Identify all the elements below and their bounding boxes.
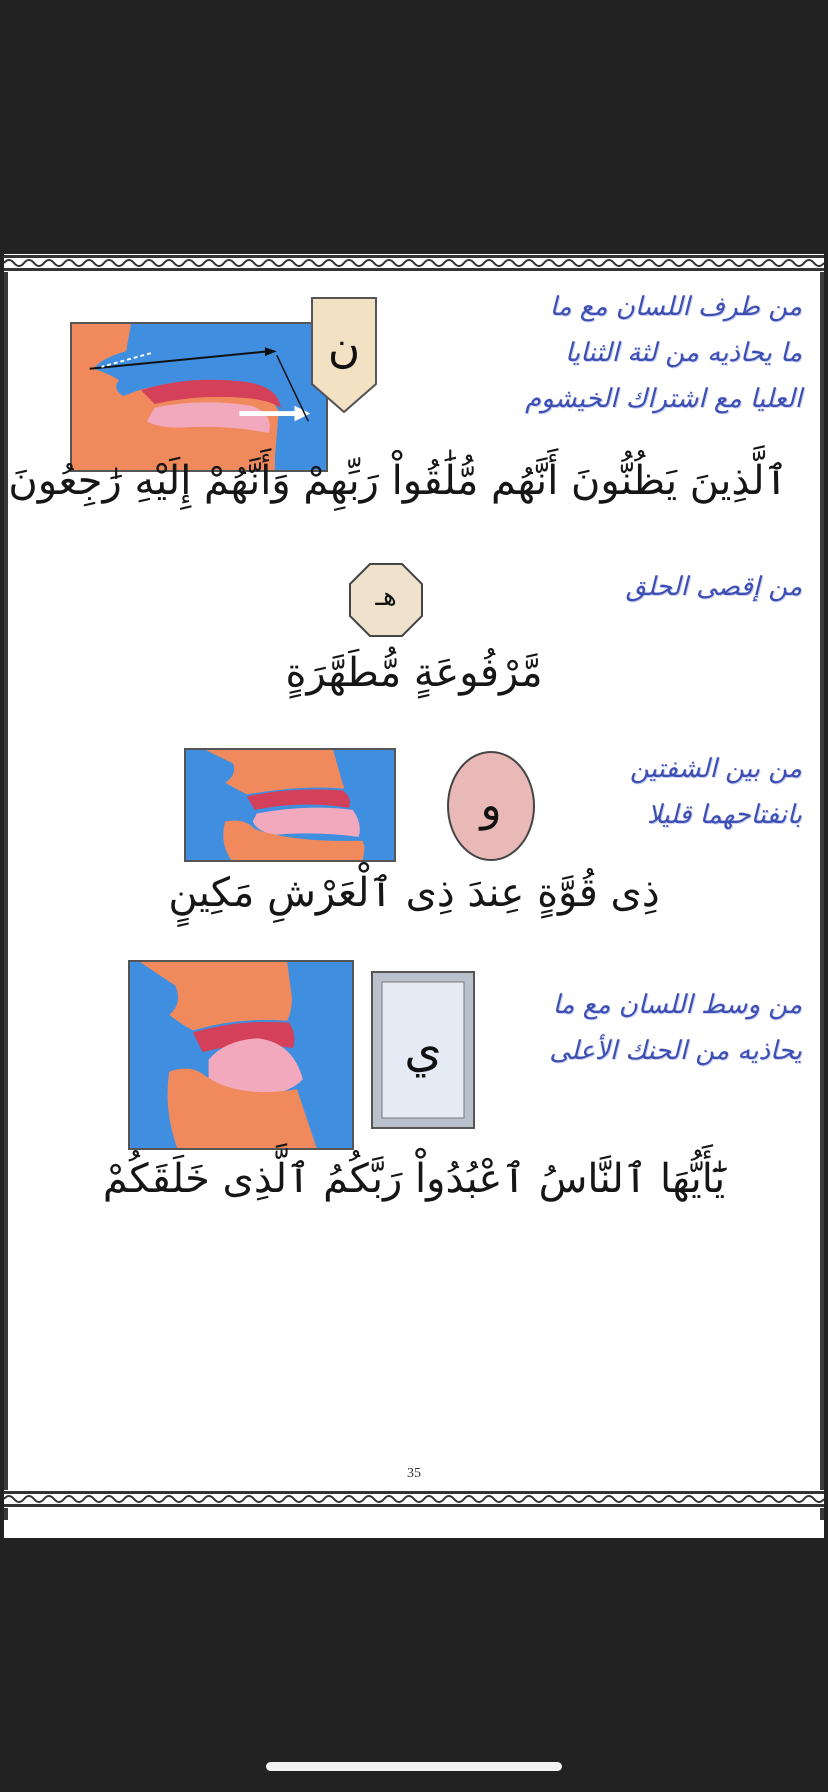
page-number: 35 [407, 1466, 421, 1481]
letter-ya: ي [404, 1022, 442, 1078]
decorative-border-top [4, 254, 824, 272]
letter-ha: هـ [375, 582, 397, 612]
border-left [4, 272, 8, 1520]
home-indicator[interactable] [266, 1762, 562, 1771]
instruction-ya-1: من وسط اللسان مع ما [552, 990, 802, 1020]
letter-badge-noon [310, 296, 378, 416]
instruction-ha-1: من إقصى الحلق [625, 572, 802, 602]
border-right [820, 272, 824, 1520]
mouth-diagram-waw [184, 748, 396, 862]
verse-noon: ٱلَّذِينَ يَظُنُّونَ أَنَّهُم مُّلَٰقُواْ رَبِّهِمْ وَأَنَّهُمْ إِلَيْهِ رَٰجِعُونَ [8, 458, 788, 504]
instruction-waw-2: بانفتاحهما قليلا [647, 800, 802, 830]
instruction-noon-1: من طرف اللسان مع ما [549, 292, 802, 322]
instruction-noon-3: العليا مع اشتراك الخيشوم [525, 384, 802, 414]
letter-noon: ن [327, 322, 361, 373]
verse-ha: مَّرْفُوعَةٍ مُّطَهَّرَةٍ [285, 650, 543, 696]
instruction-noon-2: ما يحاذيه من لثة الثنايا [565, 338, 802, 368]
verse-waw: ذِى قُوَّةٍ عِندَ ذِى ٱلْعَرْشِ مَكِينٍ [168, 870, 660, 916]
mouth-diagram-noon [70, 322, 328, 472]
instruction-waw-1: من بين الشفتين [629, 754, 802, 784]
letter-badge-ha [348, 562, 424, 638]
letter-badge-ya [370, 970, 476, 1130]
verse-ya: يَٰٓأَيُّهَا ٱلنَّاسُ ٱعْبُدُواْ رَبَّكُمُ ٱلَّذِى خَلَقَكُمْ [102, 1156, 726, 1202]
mouth-diagram-ya [128, 960, 354, 1150]
decorative-border-bottom [4, 1490, 824, 1508]
instruction-ya-2: يحاذيه من الحنك الأعلى [549, 1036, 802, 1066]
letter-badge-waw [446, 750, 536, 862]
letter-waw: و [480, 780, 502, 831]
book-page [4, 254, 824, 1538]
